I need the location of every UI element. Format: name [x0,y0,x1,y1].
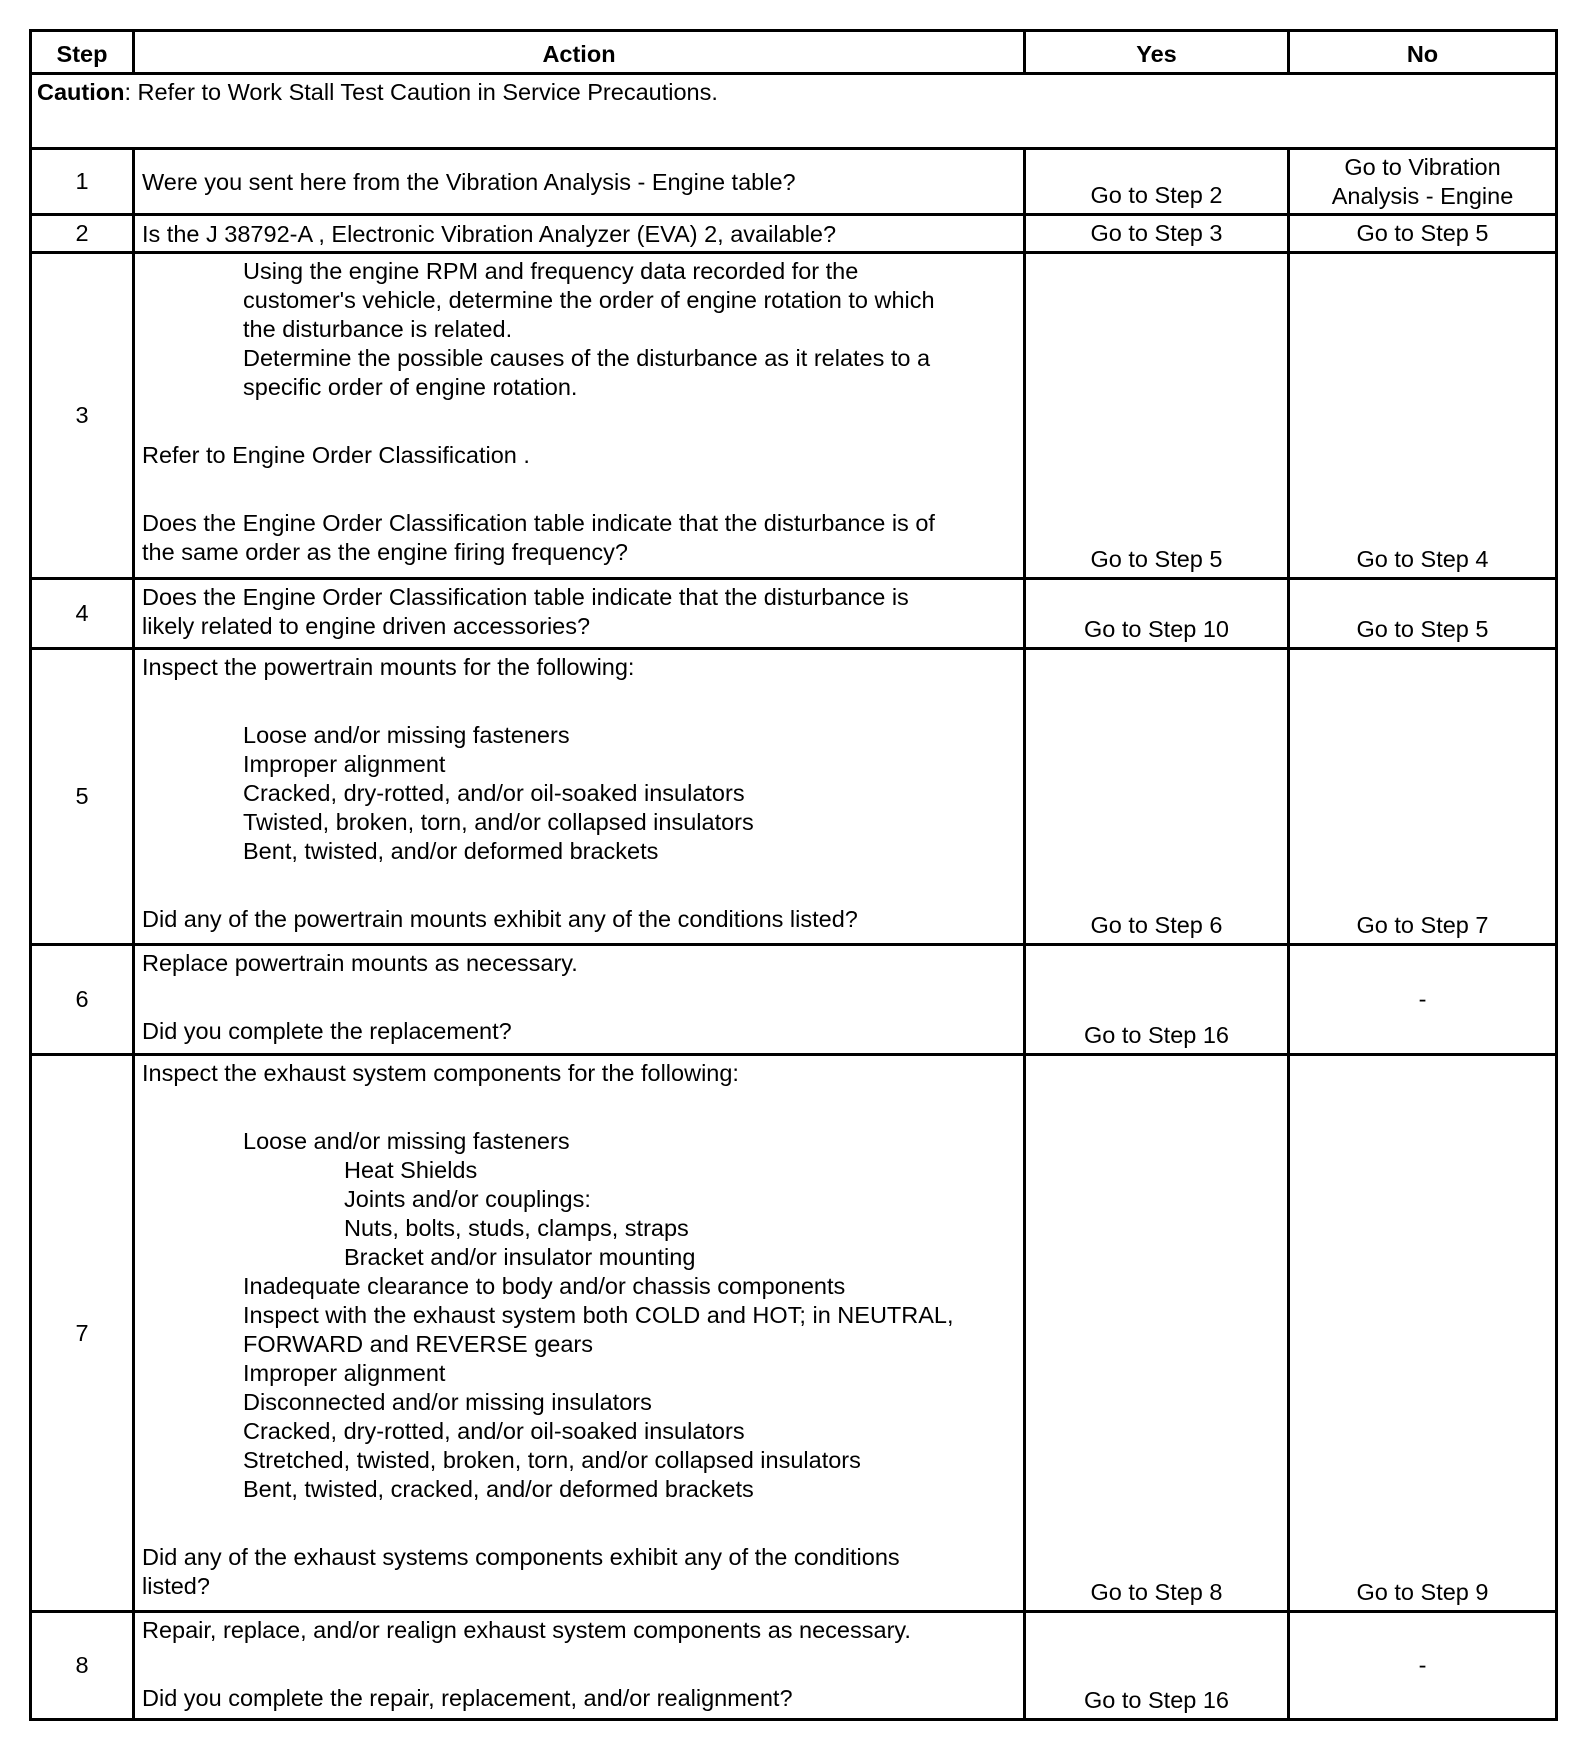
table-row [31,253,1557,579]
action-cell [134,1612,1025,1720]
header-yes: Yes [1025,31,1289,74]
step-number: 8 [31,1612,134,1720]
action-line: Does the Engine Order Classification table indicate that the disturbance is [142,584,909,610]
action-question: the same order as the engine firing frequency? [142,539,628,565]
sub-list-item: Nuts, bolts, studs, clamps, straps [344,1215,689,1241]
action-question: Did you complete the replacement? [142,1018,512,1044]
caution-text: : Refer to Work Stall Test Caution in Service Precautions. [124,79,718,105]
list-item: Inadequate clearance to body and/or chassis components [243,1273,846,1299]
action-question: listed? [142,1573,210,1599]
action-question: Did you complete the repair, replacement, and/or realignment? [142,1685,793,1711]
list-item: FORWARD and REVERSE gears [243,1331,593,1357]
action-line: the disturbance is related. [243,316,513,342]
sub-list-item: Heat Shields [344,1157,478,1183]
caution-cell [31,74,1557,149]
list-item: Improper alignment [243,751,446,777]
action-cell [134,579,1025,649]
step-number: 4 [31,579,134,649]
list-item: Loose and/or missing fasteners [243,722,570,748]
no-cell: Go to Step 5 [1289,215,1557,253]
yes-cell: Go to Step 8 [1025,1055,1289,1612]
diagnostic-table [29,29,1558,1721]
action-refer: Refer to Engine Order Classification . [142,442,530,468]
list-item: Improper alignment [243,1360,446,1386]
list-item: Bent, twisted, and/or deformed brackets [243,838,659,864]
yes-cell: Go to Step 5 [1025,253,1289,579]
yes-cell: Go to Step 3 [1025,215,1289,253]
action-question: Did any of the powertrain mounts exhibit any of the conditions listed? [142,906,858,932]
sub-list-item: Bracket and/or insulator mounting [344,1244,696,1270]
step-number: 3 [31,253,134,579]
table-row [31,945,1557,1055]
list-item: Cracked, dry-rotted, and/or oil-soaked insulators [243,780,745,806]
list-item: Bent, twisted, cracked, and/or deformed brackets [243,1476,754,1502]
step-number: 7 [31,1055,134,1612]
no-cell: Go to Step 5 [1289,579,1557,649]
table-row [31,649,1557,945]
action-intro: Repair, replace, and/or realign exhaust system components as necessary. [142,1617,911,1643]
action-cell [134,215,1025,253]
step-number: 6 [31,945,134,1055]
list-item: Disconnected and/or missing insulators [243,1389,652,1415]
action-question: Did any of the exhaust systems components exhibit any of the conditions [142,1544,900,1570]
no-cell: - [1289,1612,1557,1720]
no-line: Go to Vibration [1344,154,1501,180]
caution-row [31,74,1557,149]
header-no: No [1289,31,1557,74]
table-row [31,1055,1557,1612]
table-row [31,215,1557,253]
no-cell: Go to Step 9 [1289,1055,1557,1612]
action-line: Were you sent here from the Vibration Analysis - Engine table? [142,168,796,195]
action-intro: Replace powertrain mounts as necessary. [142,950,578,976]
sub-list-item: Joints and/or couplings: [344,1186,591,1212]
header-action: Action [134,31,1025,74]
list-item: Stretched, twisted, broken, torn, and/or collapsed insulators [243,1447,861,1473]
yes-cell: Go to Step 10 [1025,579,1289,649]
action-line: likely related to engine driven accessories? [142,613,591,639]
action-question: Does the Engine Order Classification table indicate that the disturbance is of [142,510,935,536]
action-cell [134,253,1025,579]
no-cell: - [1289,945,1557,1055]
list-item: Twisted, broken, torn, and/or collapsed insulators [243,809,754,835]
action-line: customer's vehicle, determine the order of engine rotation to which [243,287,935,313]
table-row [31,579,1557,649]
caution-label: Caution [37,79,125,105]
list-item: Cracked, dry-rotted, and/or oil-soaked insulators [243,1418,745,1444]
action-cell [134,649,1025,945]
action-line: specific order of engine rotation. [243,374,578,400]
action-cell [134,149,1025,215]
step-number: 1 [31,149,134,215]
header-row [31,31,1557,74]
action-intro: Inspect the powertrain mounts for the following: [142,654,635,680]
action-cell [134,1055,1025,1612]
action-line: Determine the possible causes of the disturbance as it relates to a [243,345,931,371]
no-cell: Go to Step 4 [1289,253,1557,579]
action-line: Using the engine RPM and frequency data recorded for the [243,258,859,284]
yes-cell: Go to Step 16 [1025,945,1289,1055]
step-number: 2 [31,215,134,253]
action-intro: Inspect the exhaust system components for the following: [142,1060,739,1086]
no-cell [1289,149,1557,215]
yes-cell: Go to Step 6 [1025,649,1289,945]
list-item: Loose and/or missing fasteners [243,1128,570,1154]
list-item: Inspect with the exhaust system both COLD and HOT; in NEUTRAL, [243,1302,954,1328]
yes-cell: Go to Step 16 [1025,1612,1289,1720]
action-cell [134,945,1025,1055]
header-step: Step [31,31,134,74]
no-cell: Go to Step 7 [1289,649,1557,945]
yes-cell: Go to Step 2 [1025,149,1289,215]
action-line: Is the J 38792-A , Electronic Vibration Analyzer (EVA) 2, available? [142,220,837,247]
table-row [31,1612,1557,1720]
no-line: Analysis - Engine [1331,183,1514,209]
step-number: 5 [31,649,134,945]
table-row [31,149,1557,215]
